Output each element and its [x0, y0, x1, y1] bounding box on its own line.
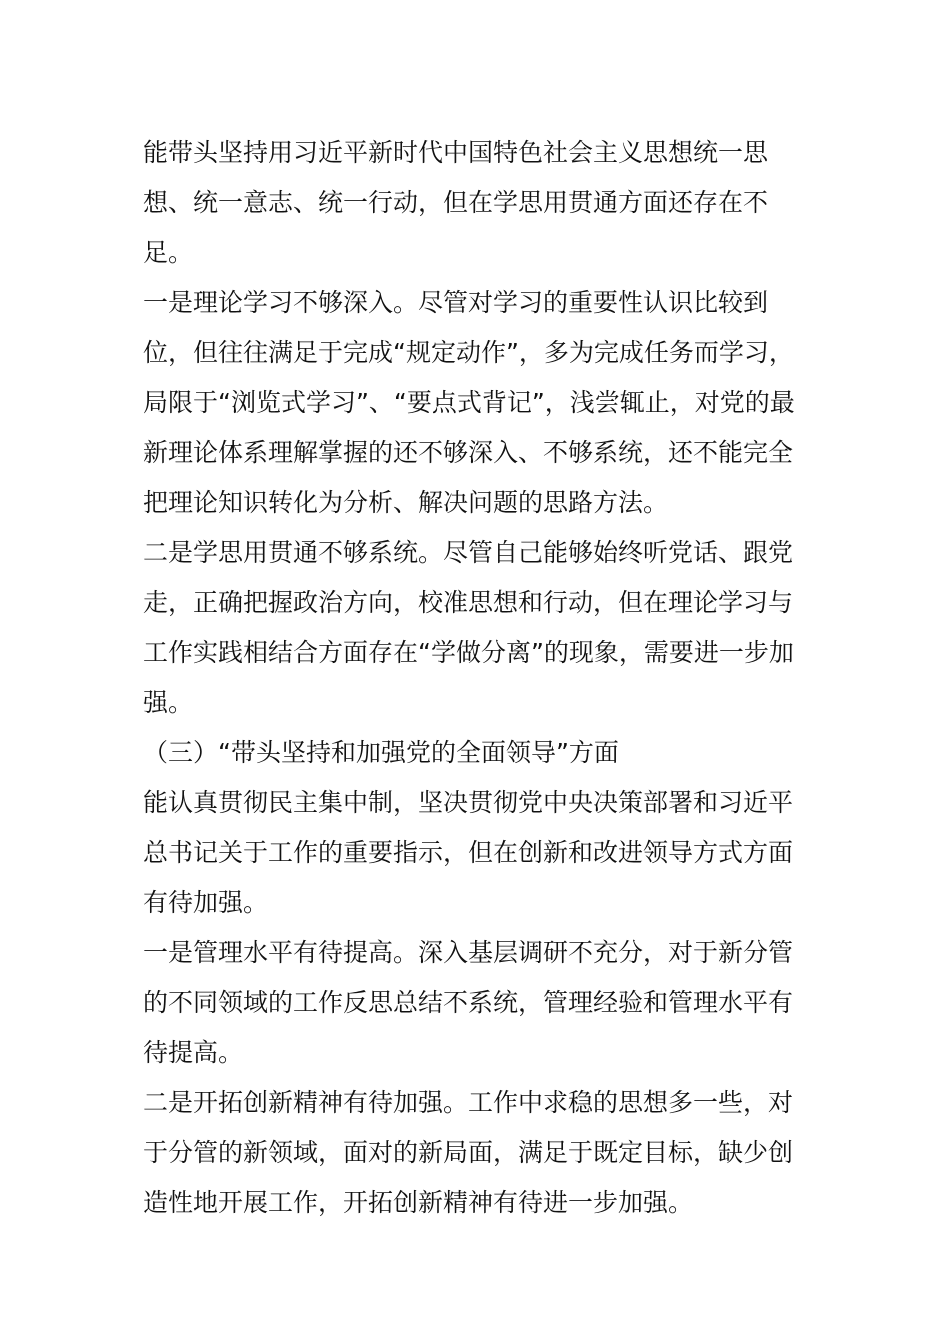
paragraph-point-2: 二是学思用贯通不够系统。尽管自己能够始终听党话、跟党走，正确把握政治方向，校准思想和行动，但在理论学习与工作实践相结合方面存在“学做分离”的现象，需要进一步加强。	[143, 538, 794, 717]
document-body	[143, 128, 813, 1228]
paragraph-section-point-2: 二是开拓创新精神有待加强。工作中求稳的思想多一些，对于分管的新领域，面对的新局面，满足于既定目标，缺少创造性地开展工作，开拓创新精神有待进一步加强。	[143, 1088, 794, 1217]
paragraph-intro: 能带头坚持用习近平新时代中国特色社会主义思想统一思想、统一意志、统一行动，但在学思用贯通方面还存在不足。	[143, 138, 769, 267]
paragraph-point-1: 一是理论学习不够深入。尽管对学习的重要性认识比较到位，但往往满足于完成“规定动作”，多为完成任务而学习，局限于“浏览式学习”、“要点式背记”，浅尝辄止，对党的最新理论体系理解掌握的还不够深入、不够系统，还不能完全把理论知识转化为分析、解决问题的思路方法。	[143, 288, 795, 517]
paragraph-section-intro: 能认真贯彻民主集中制，坚决贯彻党中央决策部署和习近平总书记关于工作的重要指示，但在创新和改进领导方式方面有待加强。	[143, 788, 794, 917]
paragraph-section-point-1: 一是管理水平有待提高。深入基层调研不充分，对于新分管的不同领域的工作反思总结不系统，管理经验和管理水平有待提高。	[143, 938, 794, 1067]
section-heading: （三）“带头坚持和加强党的全面领导”方面	[143, 738, 619, 767]
